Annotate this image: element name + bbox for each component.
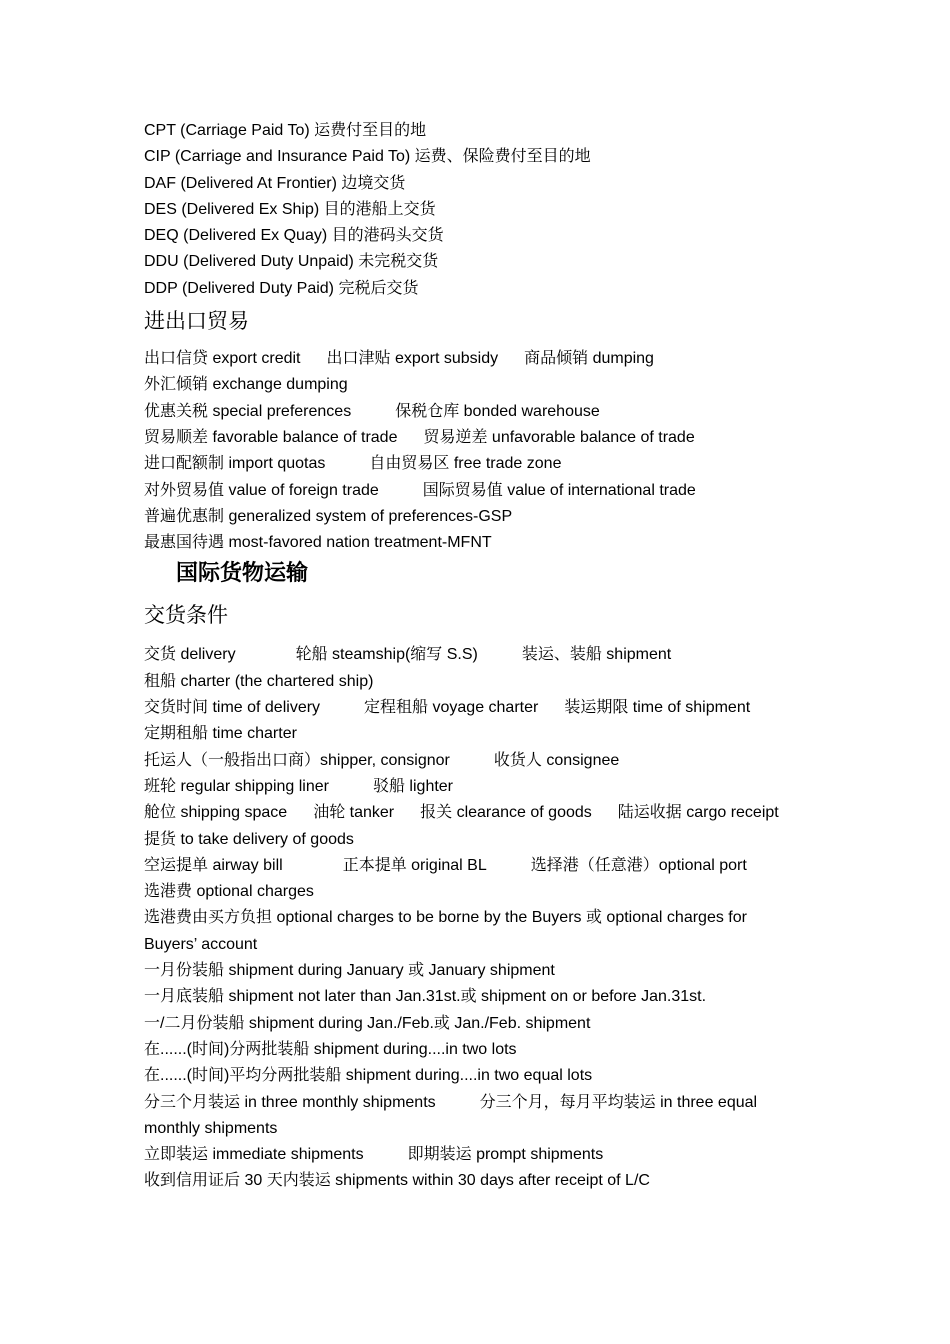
vocab-line [144,932,844,958]
vocab-entry: 陆运收据 cargo receipt [617,804,779,822]
section-heading-international-cargo: 国际货物运输 [176,560,309,587]
vocab-entry: 在......(时间)分两批装船 shipment during....in two lots [144,1040,517,1058]
vocab-entry: 选港费由买方负担 optional charges to be borne by the Buyers 或 optional charges for [144,909,747,927]
vocab-entry: 立即装运 immediate shipments [144,1146,364,1164]
vocab-entry: 班轮 regular shipping liner [144,777,329,795]
vocab-line [144,504,844,530]
vocab-entry: monthly shipments [144,1119,278,1137]
vocab-entry: 分三个月，每月平均装运 in three equal [479,1093,758,1111]
vocab-entry: 交货时间 time of delivery [144,699,321,717]
vocab-entry: 空运提单 airway bill [144,856,283,874]
vocab-line [144,800,844,826]
vocab-line [144,399,844,425]
vocab-entry: 定期租船 time charter [144,725,297,743]
vocab-entry: 轮船 steamship(缩写 S.S) [295,646,478,664]
vocab-line [144,1168,844,1194]
vocab-line [144,984,844,1010]
term-line: CPT (Carriage Paid To) 运费付至目的地 [144,122,427,139]
vocab-line [144,1037,844,1063]
vocab-line [144,642,844,668]
vocab-line [144,905,844,931]
import-export-vocab [144,346,844,556]
vocab-entry: 出口津贴 export subsidy [326,350,499,368]
vocab-line [144,530,844,556]
vocab-entry: 贸易逆差 unfavorable balance of trade [423,428,695,446]
vocab-entry: 租船 charter (the chartered ship) [144,672,374,690]
vocab-entry: 收到信用证后 30 天内装运 shipments within 30 days after receipt of L/C [144,1172,650,1190]
term-line: DEQ (Delivered Ex Quay) 目的港码头交货 [144,227,444,245]
section-heading-import-export: 进出口贸易 [144,309,249,334]
vocab-entry: 选港费 optional charges [144,883,314,901]
vocab-line [144,721,844,747]
vocab-line [144,695,844,721]
term-line: DES (Delivered Ex Ship) 目的港船上交货 [144,200,436,218]
vocab-line [144,425,844,451]
vocab-entry: 国际贸易值 value of international trade [422,481,696,499]
vocab-entry: 保税仓库 bonded warehouse [395,402,600,420]
vocab-entry: 提货 to take delivery of goods [144,830,354,848]
vocab-line [144,1142,844,1168]
term-line: DDU (Delivered Duty Unpaid) 未完税交货 [144,253,439,271]
vocab-entry: 进口配额制 import quotas [144,455,326,473]
vocab-entry: 一/二月份装船 shipment during Jan./Feb.或 Jan./Feb. shipment [144,1014,591,1032]
vocab-line [144,958,844,984]
trade-terms-list [144,118,844,302]
delivery-vocab [144,642,844,1194]
vocab-entry: 即期装运 prompt shipments [407,1146,604,1164]
vocab-line [144,1116,844,1142]
vocab-entry: 报关 clearance of goods [420,804,592,822]
vocab-entry: 选择港（任意港）optional port [530,856,747,874]
vocab-entry: 交货 delivery [144,646,236,664]
vocab-entry: 在......(时间)平均分两批装船 shipment during....in two equal lots [144,1067,593,1085]
vocab-entry: 普遍优惠制 generalized system of preferences-GSP [144,507,513,525]
vocab-entry: 定程租船 voyage charter [364,699,539,717]
vocab-entry: 托运人（一般指出口商）shipper, consignor [144,751,450,769]
term-line: DDP (Delivered Duty Paid) 完税后交货 [144,279,419,297]
vocab-entry: 一月底装船 shipment not later than Jan.31st.或 shipment on or before Jan.31st. [144,988,707,1006]
vocab-entry: 装运期限 time of shipment [564,699,751,717]
vocab-entry: 最惠国待遇 most-favored nation treatment-MFNT [144,534,492,552]
vocab-line [144,1063,844,1089]
vocab-line [144,346,844,372]
vocab-line [144,1011,844,1037]
vocab-entry: 收货人 consignee [493,751,620,769]
term-line: CIP (Carriage and Insurance Paid To) 运费、保险费付至目的地 [144,148,591,166]
vocab-entry: 油轮 tanker [313,804,395,822]
document-page [144,118,844,1195]
vocab-entry: 正本提单 original BL [342,856,487,874]
section-heading-delivery-terms: 交货条件 [144,603,228,628]
vocab-entry: 出口信贷 export credit [144,350,301,368]
vocab-entry: 对外贸易值 value of foreign trade [144,481,379,499]
vocab-line [144,451,844,477]
vocab-line [144,669,844,695]
vocab-entry: 优惠关税 special preferences [144,402,352,420]
vocab-entry: 外汇倾销 exchange dumping [144,376,348,394]
vocab-entry: 一月份装船 shipment during January 或 January shipment [144,962,555,980]
term-line: DAF (Delivered At Frontier) 边境交货 [144,174,406,192]
vocab-line [144,748,844,774]
vocab-entry: Buyers’ account [144,935,258,953]
vocab-line [144,853,844,879]
vocab-entry: 商品倾销 dumping [524,350,654,368]
vocab-entry: 舱位 shipping space [144,804,288,822]
vocab-line [144,879,844,905]
vocab-line [144,478,844,504]
vocab-line [144,827,844,853]
vocab-entry: 驳船 lighter [372,777,454,795]
vocab-entry: 自由贸易区 free trade zone [369,455,562,473]
vocab-line [144,774,844,800]
vocab-line [144,372,844,398]
vocab-line [144,1090,844,1116]
vocab-entry: 贸易顺差 favorable balance of trade [144,428,398,446]
vocab-entry: 装运、装船 shipment [521,646,672,664]
vocab-entry: 分三个月装运 in three monthly shipments [144,1093,436,1111]
